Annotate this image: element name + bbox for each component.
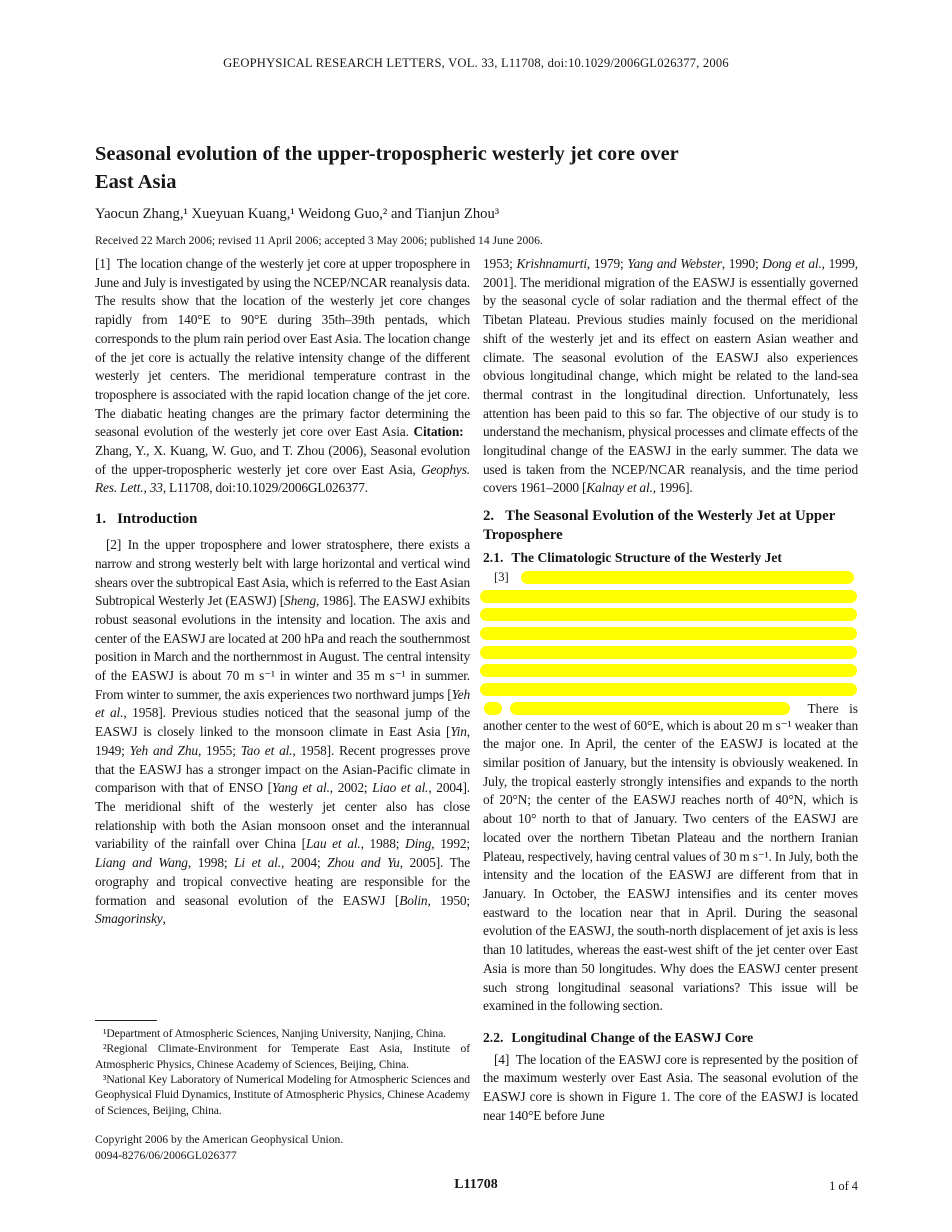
redaction-full-rows — [483, 590, 858, 696]
issn-line: 0094-8276/06/2006GL026377 — [95, 1148, 237, 1162]
authors-line: Yaocun Zhang,¹ Xueyuan Kuang,¹ Weidong Guo,² and Tianjun Zhou³ — [95, 206, 500, 222]
copyright-block — [95, 1132, 470, 1163]
section2-1-title: The Climatologic Structure of the Westerly Jet — [511, 550, 782, 566]
paragraph-3-marker: [3] — [494, 569, 509, 584]
redacted-passage — [483, 571, 858, 715]
redacted-line — [480, 683, 857, 696]
section1-title: Introduction — [117, 511, 198, 528]
received-line: Received 22 March 2006; revised 11 April 2006; accepted 3 May 2006; published 14 June 2006. — [95, 234, 543, 247]
section2-2-title: Longitudinal Change of the EASWJ Core — [511, 1029, 754, 1045]
paragraph-4: [4] The location of the EASWJ core is represented by the position of the maximum westerly over East Asia. The seasonal evolution of the EASWJ core is shown in Figure 1. The core of the EASWJ is located near 140°E before June — [483, 1051, 858, 1123]
section2-2-number: 2.2. — [483, 1029, 504, 1045]
section2-number: 2. — [483, 508, 495, 525]
redaction-first-row — [483, 571, 858, 584]
column-right — [483, 255, 858, 1163]
redacted-mark — [484, 702, 502, 715]
article-title-line2: East Asia — [95, 171, 177, 193]
redacted-line — [510, 702, 790, 715]
footnote-1: ¹Department of Atmospheric Sciences, Nanjing University, Nanjing, China. — [103, 1026, 446, 1040]
section1-heading — [95, 510, 470, 529]
footnote-block — [95, 1020, 470, 1163]
redaction-last-row — [483, 702, 858, 715]
article-title-line1: Seasonal evolution of the upper-tropospheric westerly jet core over — [95, 143, 679, 165]
footnote-divider — [95, 1020, 157, 1021]
section2-1-heading — [483, 549, 858, 568]
section2-1-number: 2.1. — [483, 550, 504, 566]
section2-2-heading — [483, 1029, 858, 1048]
copyright-line: Copyright 2006 by the American Geophysical Union. — [95, 1133, 344, 1147]
footnote-3: ³National Key Laboratory of Numerical Modeling for Atmospheric Sciences and Geophysical Fluid Dynamics, Institute of Atmospheric Physics, Chinese Academy of Sciences, Beijing, China. — [95, 1072, 470, 1117]
paragraph-2-right: 1953; Krishnamurti, 1979; Yang and Webster, 1990; Dong et al., 1999, 2001]. The meridional migration of the EASWJ is essentially governed by the seasonal cycle of solar radiation and the thermal effect of the Tibetan Plateau. Previous studies mainly focused on the meridional shift of the westerly jet and its effect on eastern Asian weather and climate. The seasonal evolution of the EASWJ also experiences obvious longitudinal change, which might be related to the land-sea thermal contrast in the longitudinal direction. Unfortunately, less attention has been paid to this so far. The objective of our study is to understand the mechanism, physical processes and climate effects of the longitudinal change of the EASWJ in the early summer. The data we used is taken from the NCEP/NCAR reanalysis, and the time period covers 1961–2000 [Kalnay et al., 1996]. — [483, 256, 858, 496]
section2-title: The Seasonal Evolution of the Westerly Jet at Upper Troposphere — [483, 508, 836, 544]
redacted-line — [480, 646, 857, 659]
redacted-line — [521, 571, 854, 584]
column-left — [95, 255, 470, 1163]
footnote-2: ²Regional Climate-Environment for Temperate East Asia, Institute of Atmospheric Physics, Chinese Academy of Sciences, Beijing, China. — [95, 1042, 470, 1071]
section2-heading — [483, 507, 858, 545]
redacted-line — [480, 664, 857, 677]
section1-number: 1. — [95, 511, 107, 528]
journal-header-line: GEOPHYSICAL RESEARCH LETTERS, VOL. 33, L11708, doi:10.1029/2006GL026377, 2006 — [223, 56, 729, 70]
redacted-line — [480, 627, 857, 640]
redacted-line — [480, 608, 857, 621]
two-column-body — [95, 255, 858, 1163]
abstract-paragraph: [1] The location change of the westerly jet core at upper troposphere in June and July is investigated by using the NCEP/NCAR reanalysis data. The results show that the location of the westerly jet core changes rapidly from 140°E to 90°E during 35th–39th pentads, which corresponds to the plum rain period over East Asia. The location change of the jet core is actually the relative intensity change of the different westerly jet centers. The meridional temperature contrast in the troposphere is associated with the rapid location change of the jet core. The diabatic heating changes are the primary factor determining the seasonal evolution of the westerly jet core over East Asia. Citation: Zhang, Y., X. Kuang, W. Guo, and T. Zhou (2006), Seasonal evolution of the upper-tropospheric westerly jet core over East Asia, Geophys. Res. Lett., 33, L11708, doi:10.1029/2006GL026377. — [95, 256, 470, 496]
footer-article-id: L11708 — [454, 1177, 498, 1192]
article-title — [95, 140, 679, 196]
redacted-line — [480, 590, 857, 603]
redaction-trailing-text: There is — [807, 700, 858, 716]
paragraph-3-continuation: another center to the west of 60°E, which is about 20 m s⁻¹ weaker than the major one. In April, the center of the EASWJ is located at the similar position of January, but the intensity is obviously weakened. In July, the tropical easterly strongly intensifies and expands to the north of 20°N; the center of the EASWJ reaches north of 40°N, which is about 10° north to that of January. Two centers of the EASWJ are located over the northern Tibetan Plateau and the northern Iranian Plateau, respectively, having central values of 30 m s⁻¹. In July, both the intensity and the location of the EASWJ are different from that in January. In October, the EASWJ intensifies and its center moves eastward to the location near that in April. During the seasonal evolution of the EASWJ, the south-north displacement of jet axis is less than 10 latitudes, whereas the east-west shift of the jet center over East Asia is more than 50 longitudes. Why does the EASWJ center present such strong longitudinal seasonal variations? This issue will be examined in the following section. — [483, 717, 858, 1014]
footer-page-indicator: 1 of 4 — [829, 1179, 858, 1193]
paragraph-2-left: [2] In the upper troposphere and lower stratosphere, there exists a narrow and strong westerly belt with large horizontal and vertical wind shears over the subtropical East Asia, which is referred to the East Asian Subtropical Westerly Jet (EASWJ) [Sheng, 1986]. The EASWJ exhibits robust seasonal evolutions in the intensity and location. The axis and center of the EASWJ are located at 200 hPa and reach the southernmost position in March and the northernmost in August. The central intensity of the EASWJ is about 70 m s⁻¹ in winter and 35 m s⁻¹ in summer. From winter to summer, the axis experiences two northward jumps [Yeh et al., 1958]. Previous studies noticed that the seasonal jump of the EASWJ is closely linked to the monsoon climate in East Asia [Yin, 1949; Yeh and Zhu, 1955; Tao et al., 1958]. Recent progresses prove that the EASWJ has a stronger impact on the Asian-Pacific climate in comparison with that of ENSO [Yang et al., 2002; Liao et al., 2004]. The meridional shift of the westerly jet center also has close relationship with both the Asian monsoon onset and the interannual variability of the rainfall over China [Lau et al., 1988; Ding, 1992; Liang and Wang, 1998; Li et al., 2004; Zhou and Yu, 2005]. The orography and tropical convective heating are responsible for the formation and seasonal evolution of the EASWJ [Bolin, 1950; Smagorinsky, — [95, 537, 471, 927]
